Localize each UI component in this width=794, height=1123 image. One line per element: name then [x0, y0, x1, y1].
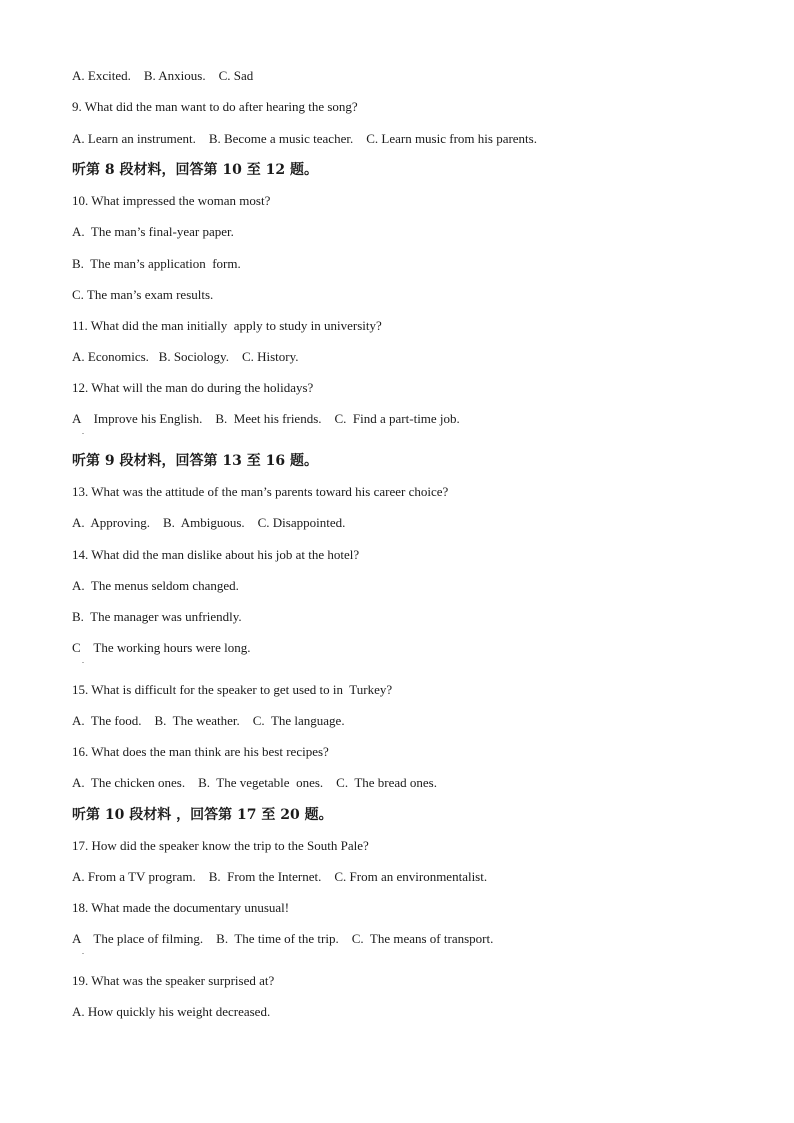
q19-option-a: A. How quickly his weight decreased. [72, 1004, 271, 1019]
q11-options: A. Economics. B. Sociology. C. History. [72, 349, 299, 364]
q14-option-c: C The working hours were long. [72, 640, 251, 655]
q16-question: 16. What does the man think are his best recipes? [72, 744, 329, 759]
q10-option-c: C. The man’s exam results. [72, 287, 214, 302]
q11-question: 11. What did the man initially apply to study in university? [72, 318, 382, 333]
q10-question: 10. What impressed the woman most? [72, 193, 271, 208]
q10-option-b: B. The man’s application form. [72, 256, 241, 271]
stray-dot: . [82, 656, 84, 665]
q10-option-a: A. The man’s final-year paper. [72, 224, 234, 239]
section-heading-10: 听第 10 段材料 ，回答第 17 至 20 题。 [72, 807, 333, 823]
q16-options: A. The chicken ones. B. The vegetable ones. C. The bread ones. [72, 775, 437, 790]
q18-question: 18. What made the documentary unusual! [72, 900, 290, 915]
section-heading-8: 听第 8 段材料，回答第 10 至 12 题。 [72, 162, 318, 178]
q17-question: 17. How did the speaker know the trip to the South Pale? [72, 838, 369, 853]
q14-question: 14. What did the man dislike about his job at the hotel? [72, 547, 360, 562]
stray-dot: . [82, 427, 84, 436]
q9-options: A. Learn an instrument. B. Become a music teacher. C. Learn music from his parents. [72, 131, 537, 146]
q18-options: A The place of filming. B. The time of the trip. C. The means of transport. [72, 931, 494, 946]
q13-options: A. Approving. B. Ambiguous. C. Disappointed. [72, 515, 346, 530]
q15-question: 15. What is difficult for the speaker to get used to in Turkey? [72, 682, 393, 697]
q13-question: 13. What was the attitude of the man’s parents toward his career choice? [72, 484, 449, 499]
q12-options: A Improve his English. B. Meet his friends. C. Find a part-time job. [72, 411, 460, 426]
section-heading-9: 听第 9 段材料，回答第 13 至 16 题。 [72, 453, 318, 469]
q8-options: A. Excited. B. Anxious. C. Sad [72, 68, 254, 83]
q15-options: A. The food. B. The weather. C. The language. [72, 713, 345, 728]
q9-question: 9. What did the man want to do after hearing the song? [72, 99, 358, 114]
q14-option-a: A. The menus seldom changed. [72, 578, 239, 593]
q17-options: A. From a TV program. B. From the Internet. C. From an environmentalist. [72, 869, 488, 884]
q12-question: 12. What will the man do during the holidays? [72, 380, 314, 395]
q19-question: 19. What was the speaker surprised at? [72, 973, 275, 988]
q14-option-b: B. The manager was unfriendly. [72, 609, 242, 624]
stray-dot: . [82, 947, 84, 956]
